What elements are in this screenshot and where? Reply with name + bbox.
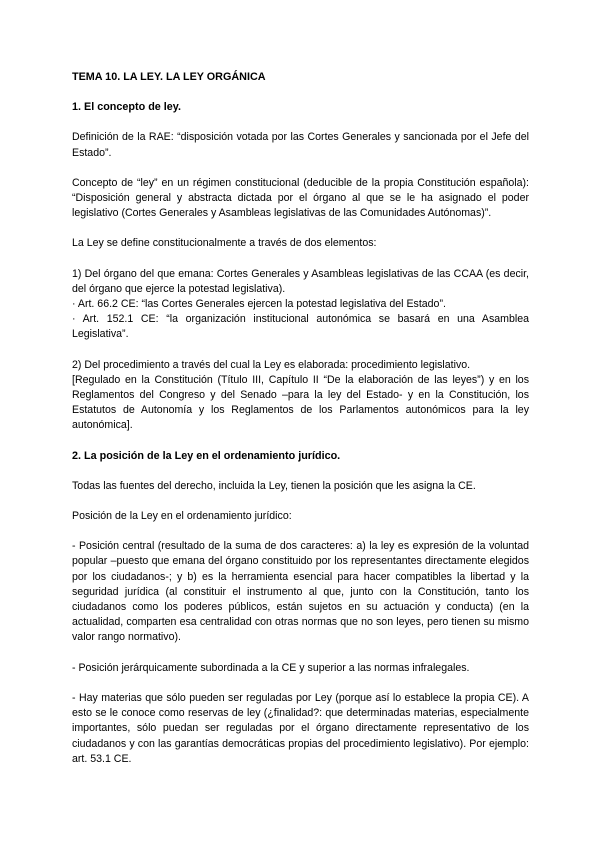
- document-page: [72, 70, 529, 782]
- element-organ-block: [72, 267, 529, 343]
- paragraph-rae-definition: Definición de la RAE: “disposición votada por las Cortes Generales y sancionada por el Jefe del Estado”.: [72, 131, 529, 159]
- paragraph-procedure-regulation: [Regulado en la Constitución (Título III, Capítulo II “De la elaboración de las leyes”) y en los Reglamentos del Congreso y del Senado –para la ley del Estado- y en la Constitución, los Estatutos de Autonomía y los Reglamentos de los Parlamentos autonómicos para la ley autonómica].: [72, 373, 529, 432]
- paragraph-position-intro: Posición de la Ley en el ordenamiento jurídico:: [72, 510, 292, 523]
- paragraph-sources: Todas las fuentes del derecho, incluida la Ley, tienen la posición que les asigna la CE.: [72, 479, 476, 492]
- element-procedure-block: [72, 358, 529, 434]
- paragraph-constitutional-concept: Concepto de “ley” en un régimen constitucional (deducible de la propia Constitución española): “Disposición general y abstracta dictada por el órgano al que se le ha asignado el poder legislativo (Cortes Generales y Asambleas legislativas de las Comunidades Autónomas)”.: [72, 176, 529, 220]
- paragraph-art-152-1: · Art. 152.1 CE: “la organización institucional autonómica se basará en una Asamblea Legislativa”.: [72, 313, 529, 341]
- paragraph-hierarchical-position: - Posición jerárquicamente subordinada a la CE y superior a las normas infralegales.: [72, 661, 470, 674]
- paragraph-reserva-de-ley: - Hay materias que sólo pueden ser reguladas por Ley (porque así lo establece la propia CE). A esto se le conoce como reservas de ley (¿finalidad?: que determinadas materias, especialmente importantes, sólo puedan ser reguladas por el órgano directamente representativo de los ciudadanos y con las garantías democráticas propias del procedimiento legislativo). Por ejemplo: art. 53.1 CE.: [72, 691, 529, 765]
- paragraph-organ: 1) Del órgano del que emana: Cortes Generales y Asambleas legislativas de las CCAA (es decir, del órgano que ejerce la potestad legislativa).: [72, 267, 529, 295]
- paragraph-art-66-2: · Art. 66.2 CE: “las Cortes Generales ejercen la potestad legislativa del Estado”.: [72, 298, 446, 311]
- section-heading-1: 1. El concepto de ley.: [72, 101, 182, 114]
- paragraph-two-elements: La Ley se define constitucionalmente a través de dos elementos:: [72, 237, 377, 250]
- paragraph-central-position: - Posición central (resultado de la suma de dos caracteres: a) la ley es expresión de la voluntad popular –puesto que emana del órgano constituido por los representantes directamente elegidos por los ciudadanos-; y b) es la herramienta esencial para hacer compatibles la libertad y la seguridad jurídica (al constituir el instrumento al que, junto con la Constitución, tanto los ciudadanos como los poderes públicos, están sujetos en su actuación y conducta) (en la actualidad, comparten esa centralidad con otras normas que no son leyes, pero tienen su mismo valor rango normativo).: [72, 540, 529, 644]
- paragraph-procedure: 2) Del procedimiento a través del cual la Ley es elaborada: procedimiento legislativo.: [72, 358, 471, 371]
- section-heading-2: 2. La posición de la Ley en el ordenamiento jurídico.: [72, 449, 341, 462]
- document-title: TEMA 10. LA LEY. LA LEY ORGÁNICA: [72, 71, 266, 83]
